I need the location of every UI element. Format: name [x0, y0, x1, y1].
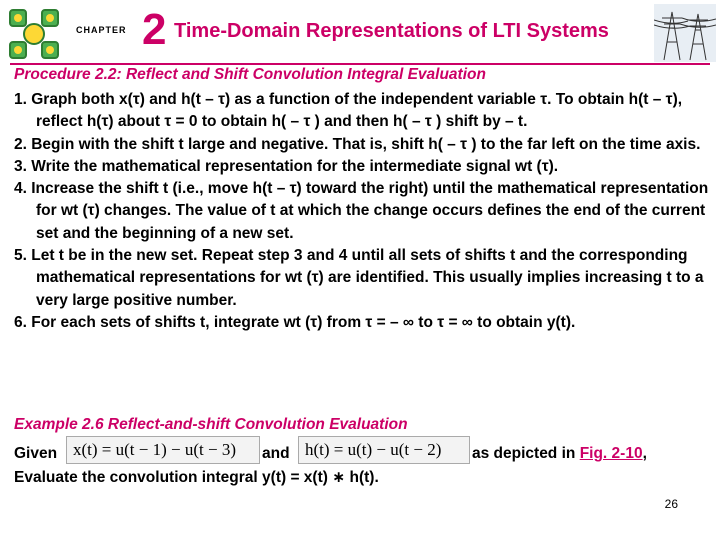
- chapter-label: CHAPTER: [76, 25, 127, 35]
- given-label: Given: [14, 445, 58, 462]
- procedure-steps: [14, 89, 710, 334]
- as-depicted-suffix: ,: [642, 445, 647, 462]
- procedure-step: 4. Increase the shift t (i.e., move h(t – τ) toward the right) until the mathematical representation for wt (τ) changes. The value of t at which the change occurs defines the end of the current set and the beginning of a new set.: [14, 180, 709, 242]
- equation-h: h(t) = u(t) − u(t − 2): [298, 436, 470, 464]
- procedure-heading: Procedure 2.2: Reflect and Shift Convolution Integral Evaluation: [14, 66, 486, 83]
- chapter-number: 2: [142, 5, 167, 54]
- as-depicted-prefix: as depicted in: [472, 445, 576, 462]
- university-emblem-icon: [4, 4, 64, 64]
- procedure-step: 3. Write the mathematical representation for the intermediate signal wt (τ).: [14, 157, 559, 175]
- page-number: 26: [664, 497, 678, 511]
- procedure-step: 2. Begin with the shift t large and negative. That is, shift h( – τ ) to the far left on the time axis.: [14, 135, 701, 153]
- figure-link[interactable]: Fig. 2-10: [579, 445, 643, 462]
- procedure-step: 1. Graph both x(τ) and h(t – τ) as a function of the independent variable τ. To obtain h(t – τ), reflect h(τ) about τ = 0 to obtain h( – τ ) and then h( – τ ) shift by – t.: [14, 91, 683, 131]
- power-line-towers-icon: [654, 4, 716, 62]
- header-divider: [10, 63, 710, 65]
- page-title: Time-Domain Representations of LTI Systems: [174, 20, 609, 42]
- figure-reference-sentence: [472, 445, 647, 463]
- example-heading: Example 2.6 Reflect-and-shift Convolution Evaluation: [14, 416, 408, 433]
- equation-x: x(t) = u(t − 1) − u(t − 3): [66, 436, 260, 464]
- and-label: and: [262, 445, 290, 462]
- procedure-step: 5. Let t be in the new set. Repeat step 3 and 4 until all sets of shifts t and the corresponding mathematical representations for wt (τ) are identified. This usually implies increasing t to a very large positive number.: [14, 247, 704, 309]
- procedure-step: 6. For each sets of shifts t, integrate wt (τ) from τ = – ∞ to τ = ∞ to obtain y(t).: [14, 313, 576, 331]
- evaluate-statement: Evaluate the convolution integral y(t) = x(t) ∗ h(t).: [14, 469, 379, 486]
